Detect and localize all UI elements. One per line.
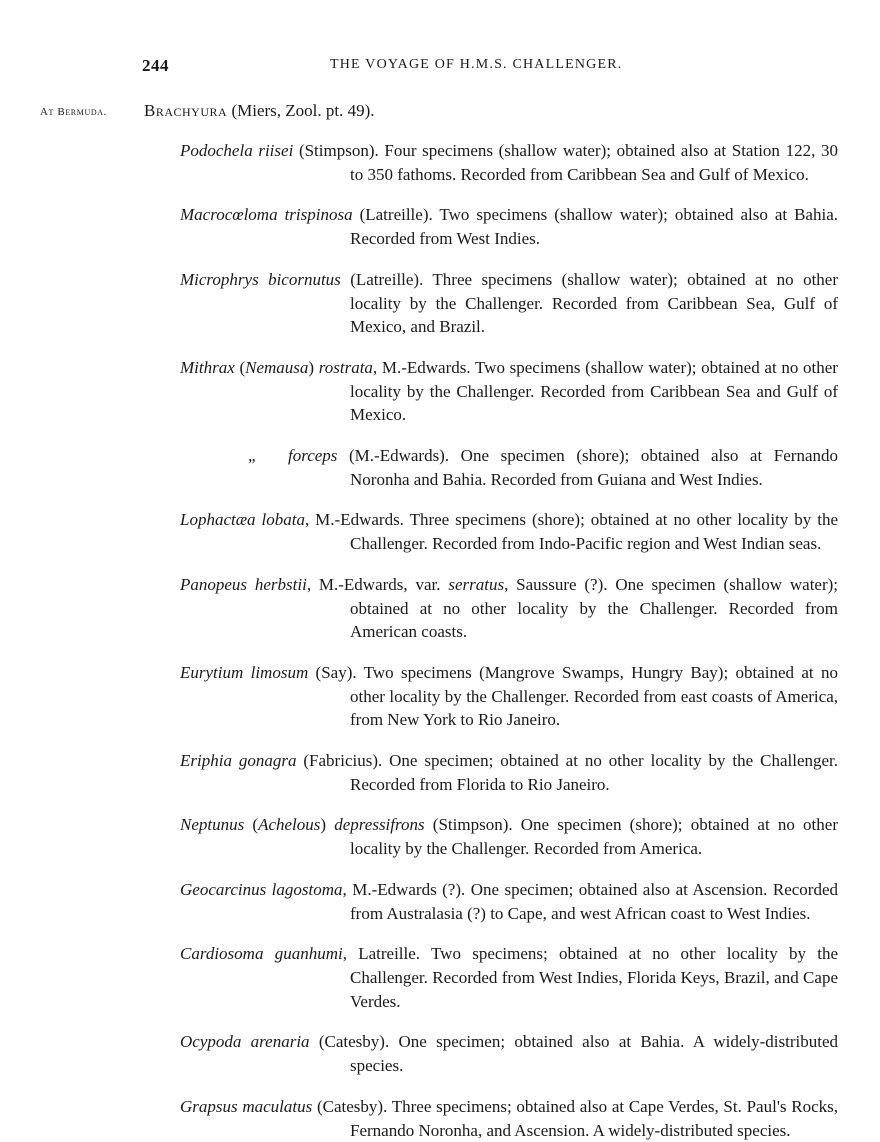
species-name: Geocarcinus lagostoma <box>180 879 343 899</box>
entry-text: (Catesby). One specimen; obtained also at Bahia. A widely-distributed species. <box>309 1032 838 1076</box>
entry-text: , M.-Edwards. Three specimens (shore); obtained at no other locality by the Challenger. Recorded from Indo-Pacific region and West Indian seas. <box>304 510 838 554</box>
subgenus-name: Nemausa <box>245 357 309 377</box>
species-entry <box>180 203 838 250</box>
section-name: Brachyura <box>144 101 228 120</box>
genus-name: Mithrax <box>180 357 235 377</box>
subgenus-name: Achelous <box>258 815 321 835</box>
species-name: Lophactæa lobata <box>180 510 305 530</box>
species-list <box>0 122 880 1142</box>
species-entry <box>180 1095 838 1142</box>
species-entry <box>180 942 838 1013</box>
entry-text: , M.-Edwards (?). One specimen; obtained also at Ascension. Recorded from Australasia (?) to Cape, and west African coast to West Indies. <box>342 879 838 923</box>
species-entry <box>180 661 838 732</box>
page-number: 244 <box>142 56 169 75</box>
species-entry <box>180 139 838 186</box>
species-entry <box>248 444 838 491</box>
species-name: Grapsus maculatus <box>180 1096 313 1116</box>
ditto-mark: „ <box>248 446 256 466</box>
entry-text: , M.-Edwards, var. <box>306 574 449 594</box>
species-name: Panopeus herbstii <box>180 574 307 594</box>
species-name: Macrocœloma trispinosa <box>180 205 353 225</box>
entry-text: , M.-Edwards. Two specimens (shallow water); obtained at no other locality by the Challenger. Recorded from Caribbean Sea and Gulf of Mexico. <box>350 357 838 425</box>
species-name: Eriphia gonagra <box>180 751 297 771</box>
entry-text: (Latreille). Three specimens (shallow water); obtained at no other locality by the Challenger. Recorded from Caribbean Sea, Gulf of Mexico, and Brazil. <box>340 269 838 337</box>
species-name: Microphrys bicornutus <box>180 269 341 289</box>
entry-text: , Latreille. Two specimens; obtained at no other locality by the Challenger. Recorded from West Indies, Florida Keys, Brazil, and Cape Verdes. <box>342 944 838 1011</box>
species-entry: Neptunus (Achelous) depressifrons (Stimpson). One specimen (shore); obtained at no other locality by the Challenger. Recorded from America. <box>180 815 838 859</box>
entry-text: , Saussure (?). One specimen (shallow water); obtained at no other locality by the Challenger. Recorded from American coasts. <box>350 574 839 642</box>
species-name: Podochela riisei <box>180 141 294 160</box>
species-name: Eurytium limosum <box>180 662 309 682</box>
species-entry <box>180 268 838 339</box>
species-epithet: rostrata <box>318 357 373 377</box>
species-name: Ocypoda arenaria <box>180 1032 310 1052</box>
variety-name: serratus <box>448 574 505 594</box>
species-entry <box>180 573 839 644</box>
section-reference: (Miers, Zool. pt. 49). <box>231 101 375 120</box>
species-name: Cardiosoma guanhumi <box>180 944 343 964</box>
species-entry <box>180 508 838 555</box>
entry-text: (Say). Two specimens (Mangrove Swamps, Hungry Bay); obtained at no other locality by the Challenger. Recorded from east coasts of America, from New York to Rio Janeiro. <box>308 662 838 730</box>
entry-text: (Stimpson). One specimen (shore); obtained at no other locality by the Challenger. Recorded from America. <box>350 815 838 859</box>
entry-text: (Fabricius). One specimen; obtained at no other locality by the Challenger. Recorded from Florida to Rio Janeiro. <box>296 751 839 794</box>
species-epithet: depressifrons <box>334 815 425 835</box>
section-heading <box>144 101 375 121</box>
species-entry: Mithrax (Nemausa) rostrata, M.-Edwards. Two specimens (shallow water); obtained at no other locality by the Challenger. Recorded from Caribbean Sea and Gulf of Mexico. <box>180 357 838 425</box>
entry-text: (Latreille). Two specimens (shallow water); obtained also at Bahia. Recorded from West Indies. <box>350 205 838 249</box>
genus-name: Neptunus <box>180 815 245 835</box>
running-title: THE VOYAGE OF H.M.S. CHALLENGER. <box>330 57 623 72</box>
species-entry <box>180 1030 838 1077</box>
entry-text: (Catesby). Three specimens; obtained also at Cape Verdes, St. Paul's Rocks, Fernando Noronha, and Ascension. A widely-distributed species. <box>312 1096 838 1140</box>
species-entry <box>180 878 838 925</box>
species-epithet: forceps <box>288 446 338 466</box>
entry-text: (M.-Edwards). One specimen (shore); obtained also at Fernando Noronha and Bahia. Recorded from Guiana and West Indies. <box>337 446 838 489</box>
entry-text: (Stimpson). Four specimens (shallow water); obtained also at Station 122, 30 to 350 fathoms. Recorded from Caribbean Sea and Gulf of Mexico. <box>293 141 838 184</box>
species-entry <box>180 749 839 796</box>
page-header <box>0 56 880 82</box>
side-note: At Bermuda. <box>40 106 107 118</box>
